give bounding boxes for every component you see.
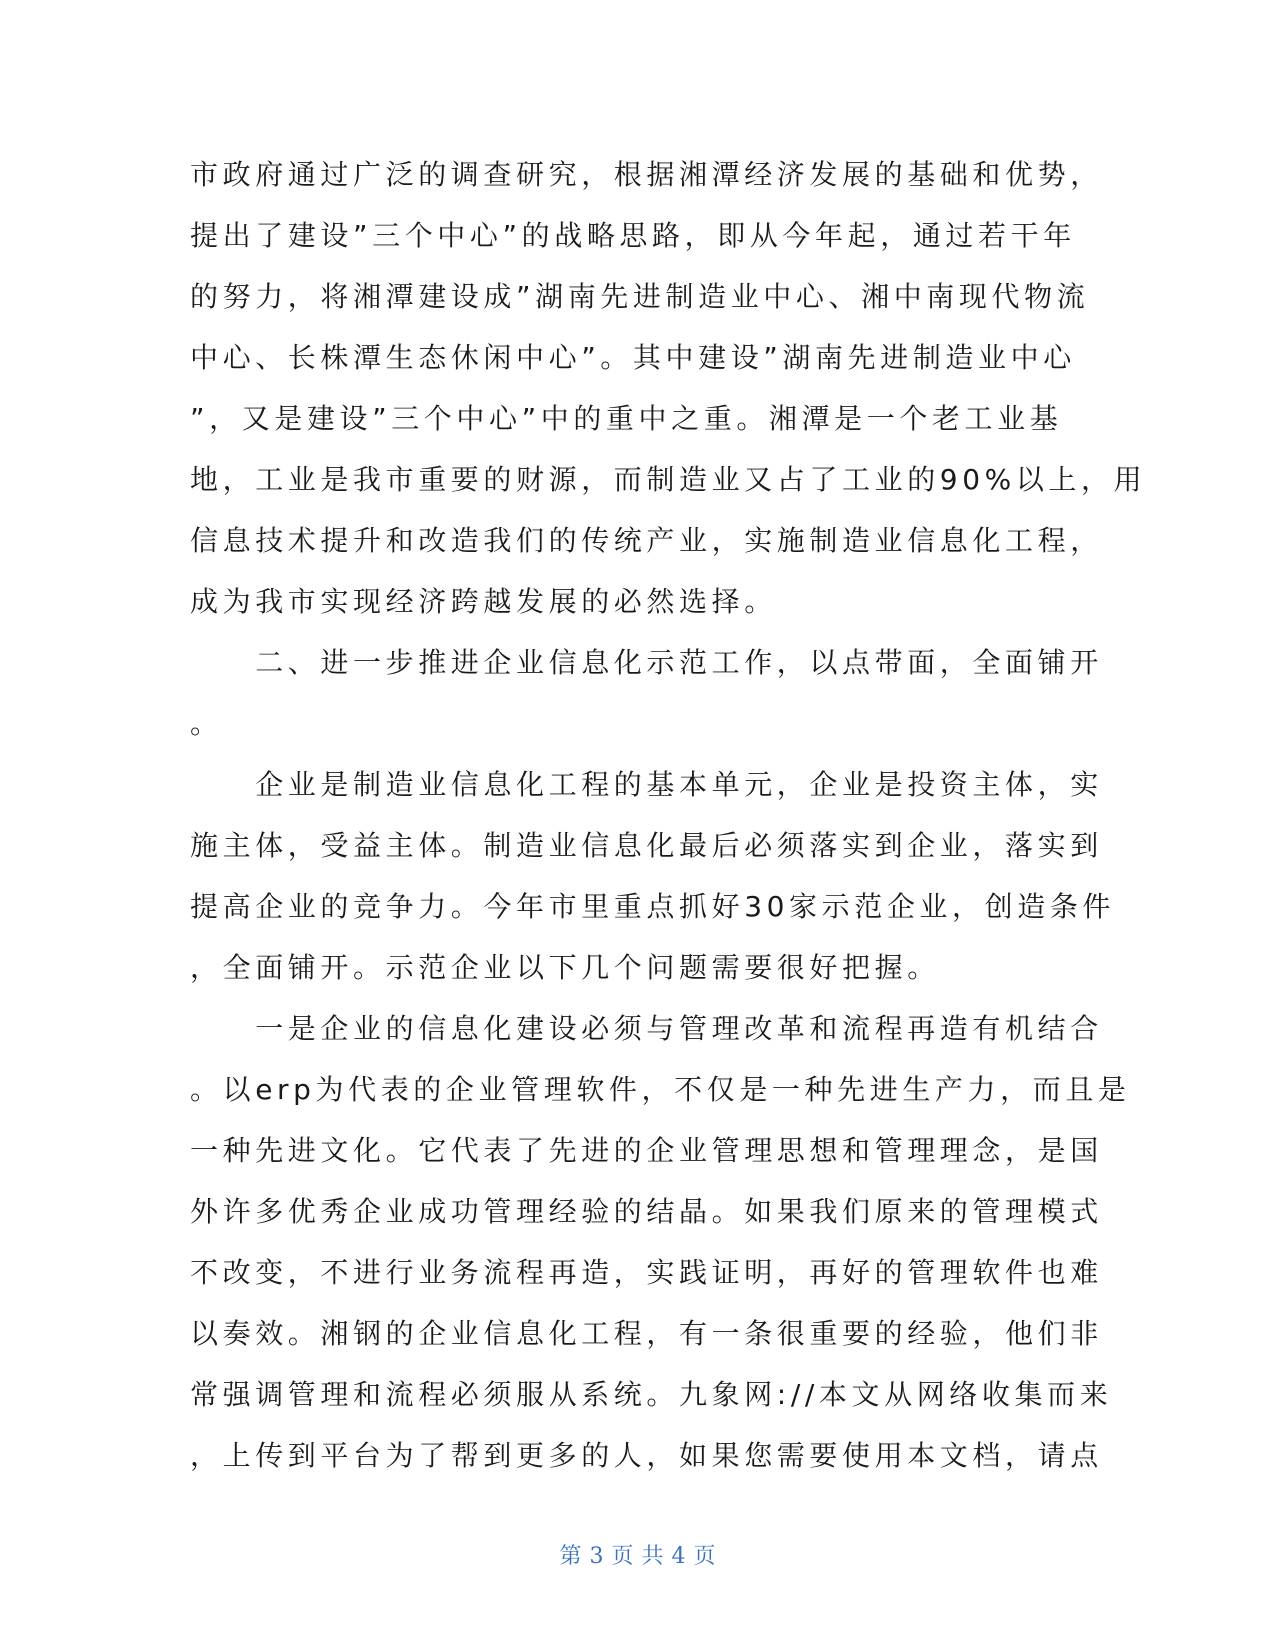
text-line: ，上传到平台为了帮到更多的人，如果您需要使用本文档，请点 bbox=[190, 1439, 1103, 1472]
text-line: ”，又是建设”三个中心”中的重中之重。湘潭是一个老工业基 bbox=[190, 402, 1063, 435]
document-body bbox=[190, 144, 1147, 1486]
page-number-footer bbox=[0, 1542, 1275, 1572]
text-line: 地，工业是我市重要的财源，而制造业又占了工业的90%以上，用 bbox=[190, 463, 1147, 496]
text-line: 提高企业的竞争力。今年市里重点抓好30家示范企业，创造条件 bbox=[190, 890, 1116, 923]
text-line: 成为我市实现经济跨越发展的必然选择。 bbox=[190, 585, 777, 618]
text-line: 以奏效。湘钢的企业信息化工程，有一条很重要的经验，他们非 bbox=[190, 1317, 1103, 1350]
text-line: ，全面铺开。示范企业以下几个问题需要很好把握。 bbox=[190, 951, 940, 984]
text-line: 外许多优秀企业成功管理经验的结晶。如果我们原来的管理模式 bbox=[190, 1195, 1103, 1228]
current-page-number: 3 bbox=[589, 1544, 604, 1569]
text-line: 一是企业的信息化建设必须与管理改革和流程再造有机结合 bbox=[190, 1012, 1103, 1045]
text-line: 施主体，受益主体。制造业信息化最后必须落实到企业，落实到 bbox=[190, 829, 1103, 862]
text-line: 常强调管理和流程必须服从系统。九象网://本文从网络收集而来 bbox=[190, 1378, 1113, 1411]
text-line: 。以erp为代表的企业管理软件，不仅是一种先进生产力，而且是 bbox=[190, 1073, 1131, 1106]
footer-label-of: 页 bbox=[611, 1544, 634, 1569]
text-line: 企业是制造业信息化工程的基本单元，企业是投资主体，实 bbox=[190, 768, 1103, 801]
total-page-count: 4 bbox=[671, 1544, 686, 1569]
text-line: 提出了建设”三个中心”的战略思路，即从今年起，通过若干年 bbox=[190, 219, 1076, 252]
text-line: 信息技术提升和改造我们的传统产业，实施制造业信息化工程， bbox=[190, 524, 1103, 557]
text-line: 的努力，将湘潭建设成”湖南先进制造业中心、湘中南现代物流 bbox=[190, 280, 1090, 313]
text-line: 一种先进文化。它代表了先进的企业管理思想和管理理念，是国 bbox=[190, 1134, 1103, 1167]
footer-label-end: 页 bbox=[693, 1544, 716, 1569]
text-line: 中心、长株潭生态休闲中心”。其中建设”湖南先进制造业中心 bbox=[190, 341, 1076, 374]
section-heading-line: 二、进一步推进企业信息化示范工作，以点带面，全面铺开 bbox=[190, 646, 1103, 679]
footer-label-page: 第 bbox=[559, 1544, 582, 1569]
text-line: 不改变，不进行业务流程再造，实践证明，再好的管理软件也难 bbox=[190, 1256, 1103, 1289]
footer-label-total: 共 bbox=[641, 1544, 664, 1569]
text-line: 市政府通过广泛的调查研究，根据湘潭经济发展的基础和优势， bbox=[190, 158, 1103, 191]
text-line: 。 bbox=[190, 707, 223, 740]
